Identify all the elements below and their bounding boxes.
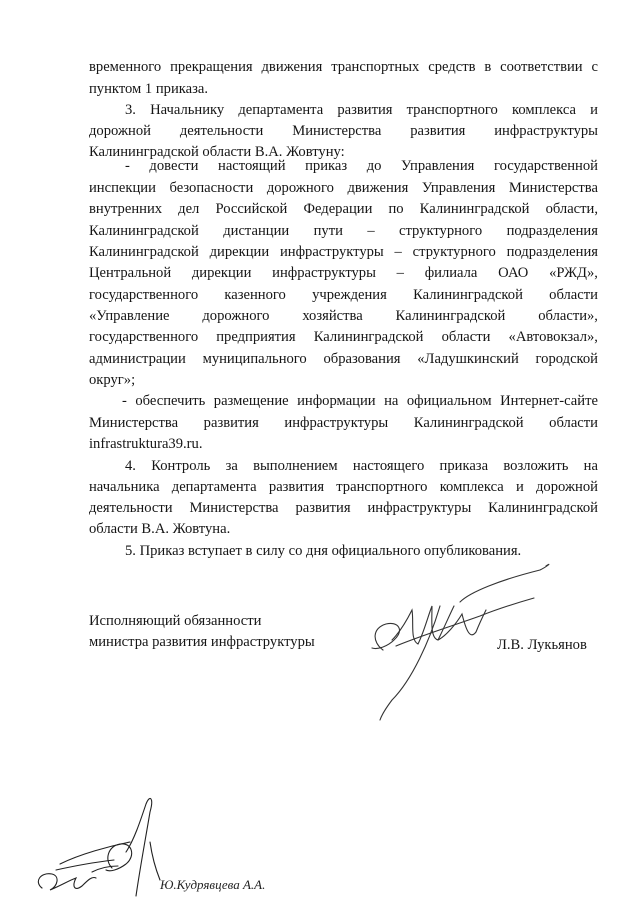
text-line: деятельности Министерства развития инфраструктуры Калининградской <box>89 500 598 516</box>
minister-signature-icon <box>372 564 549 720</box>
text-line: государственного предприятия Калининградской области «Автовокзал», <box>89 329 598 345</box>
signatory-name: Л.В. Лукьянов <box>497 637 587 653</box>
text-line: - довести настоящий приказ до Управления государственной <box>125 158 598 174</box>
approval-signature-icon <box>38 798 160 896</box>
text-line: внутренних дел Российской Федерации по Калининградской области, <box>89 201 598 217</box>
text-line: Центральной дирекции инфраструктуры – филиала ОАО «РЖД», <box>89 265 598 281</box>
text-line: «Управление дорожного хозяйства Калининградской области», <box>89 308 598 324</box>
text-line: временного прекращения движения транспортных средств в соответствии с <box>89 59 598 75</box>
text-line: infrastruktura39.ru. <box>89 436 203 452</box>
text-line: Министерства развития инфраструктуры Калининградской области <box>89 415 598 431</box>
approval-note: Ю.Кудрявцева А.А. <box>160 877 266 892</box>
text-line: Калининградской области В.А. Жовтуну: <box>89 144 345 160</box>
text-line: администрации муниципального образования «Ладушкинский городской <box>89 351 598 367</box>
text-line: Калининградской дистанции пути – структурного подразделения <box>89 223 598 239</box>
text-line: государственного казенного учреждения Калининградской области <box>89 287 598 303</box>
text-line: 4. Контроль за выполнением настоящего приказа возложить на <box>125 458 598 474</box>
signatory-position-line-1: Исполняющий обязанности <box>89 613 262 629</box>
text-line: Калининградской дирекции инфраструктуры – структурного подразделения <box>89 244 598 260</box>
text-line: начальника департамента развития транспортного комплекса и дорожной <box>89 479 598 495</box>
text-line: пунктом 1 приказа. <box>89 81 209 97</box>
text-line: округ»; <box>89 372 136 388</box>
text-line: - обеспечить размещение информации на официальном Интернет-сайте <box>122 393 598 409</box>
text-line: 3. Начальнику департамента развития транспортного комплекса и <box>125 102 598 118</box>
signatory-position-line-2: министра развития инфраструктуры <box>89 634 315 650</box>
text-line: инспекции безопасности дорожного движения Управления Министерства <box>89 180 598 196</box>
text-line: области В.А. Жовтуна. <box>89 521 231 537</box>
text-line: 5. Приказ вступает в силу со дня официального опубликования. <box>125 543 522 559</box>
text-line: дорожной деятельности Министерства развития инфраструктуры <box>89 123 598 139</box>
